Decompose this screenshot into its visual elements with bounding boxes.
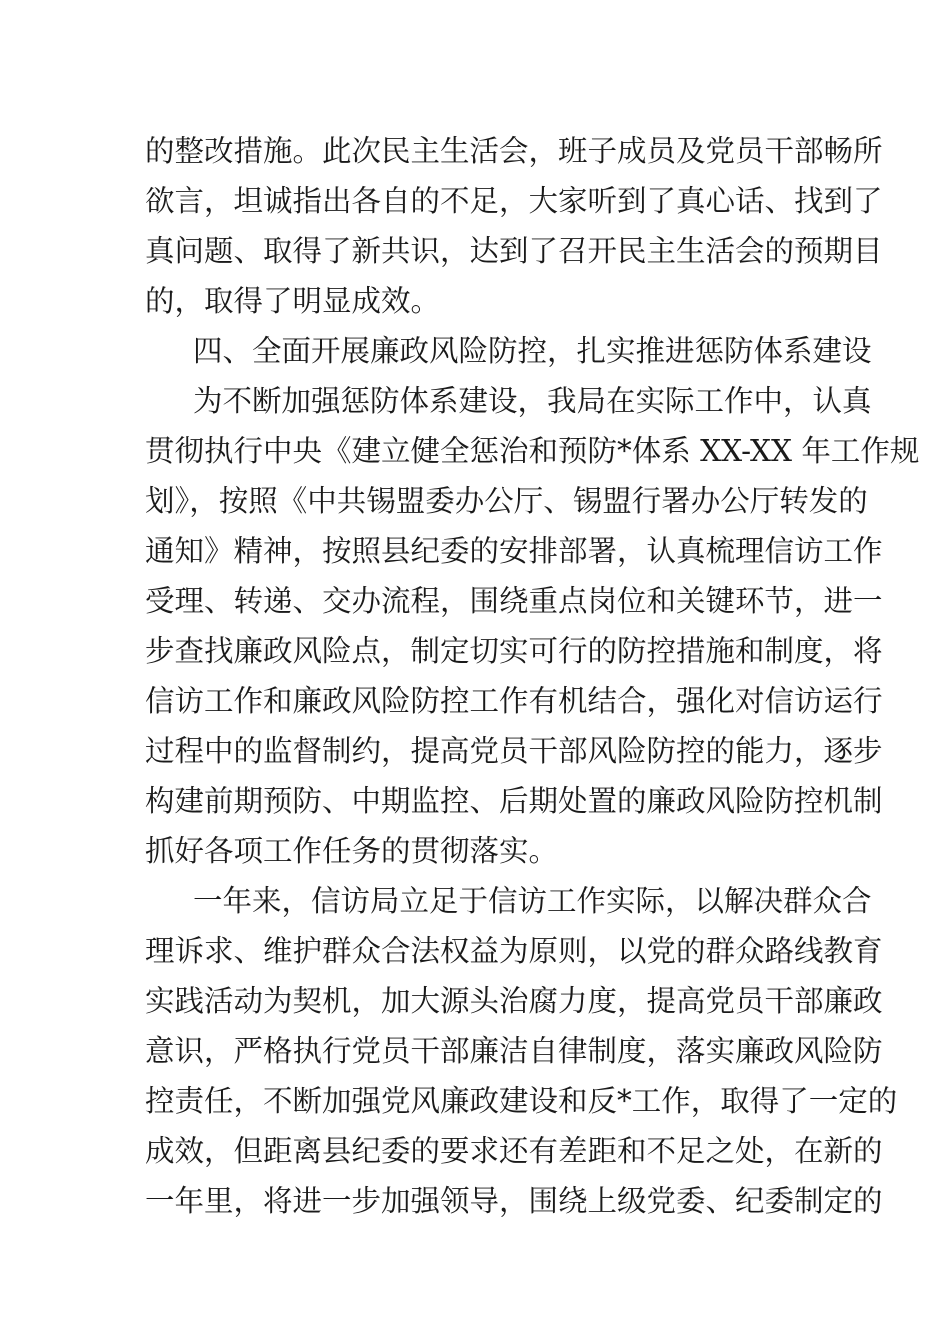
text-line: 一年里，将进一步加强领导，围绕上级党委、纪委制定的 [145,1184,883,1218]
text-line: 实践活动为契机，加大源头治腐力度，提高党员干部廉政 [145,984,883,1018]
text-line: 通知》精神，按照县纪委的安排部署，认真梳理信访工作 [145,534,883,568]
text-line: 一年来，信访局立足于信访工作实际，以解决群众合 [193,884,872,918]
text-line: 贯彻执行中央《建立健全惩治和预防*体系 XX-XX 年工作规 [145,434,920,468]
text-line: 步查找廉政风险点，制定切实可行的防控措施和制度，将 [145,634,883,668]
text-line: 抓好各项工作任务的贯彻落实。 [145,834,559,868]
text-line: 受理、转递、交办流程，围绕重点岗位和关键环节，进一 [145,584,883,618]
text-line: 欲言，坦诚指出各自的不足，大家听到了真心话、找到了 [145,184,883,218]
text-line: 信访工作和廉政风险防控工作有机结合，强化对信访运行 [145,684,883,718]
text-line: 的，取得了明显成效。 [145,284,441,318]
text-line: 理诉求、维护群众合法权益为原则，以党的群众路线教育 [145,934,883,968]
text-line: 构建前期预防、中期监控、后期处置的廉政风险防控机制 [145,784,883,818]
text-line: 意识，严格执行党员干部廉洁自律制度，落实廉政风险防 [145,1034,883,1068]
text-line: 为不断加强惩防体系建设，我局在实际工作中，认真 [193,384,872,418]
text-line: 控责任，不断加强党风廉政建设和反*工作，取得了一定的 [145,1084,898,1118]
text-line: 的整改措施。此次民主生活会，班子成员及党员干部畅所 [145,134,883,168]
text-line: 过程中的监督制约，提高党员干部风险防控的能力，逐步 [145,734,883,768]
text-line: 划》，按照《中共锡盟委办公厅、锡盟行署办公厅转发的 [145,484,868,518]
section-heading: 四、全面开展廉政风险防控，扎实推进惩防体系建设 [193,334,872,368]
text-line: 成效，但距离县纪委的要求还有差距和不足之处，在新的 [145,1134,883,1168]
text-line: 真问题、取得了新共识，达到了召开民主生活会的预期目 [145,234,883,268]
